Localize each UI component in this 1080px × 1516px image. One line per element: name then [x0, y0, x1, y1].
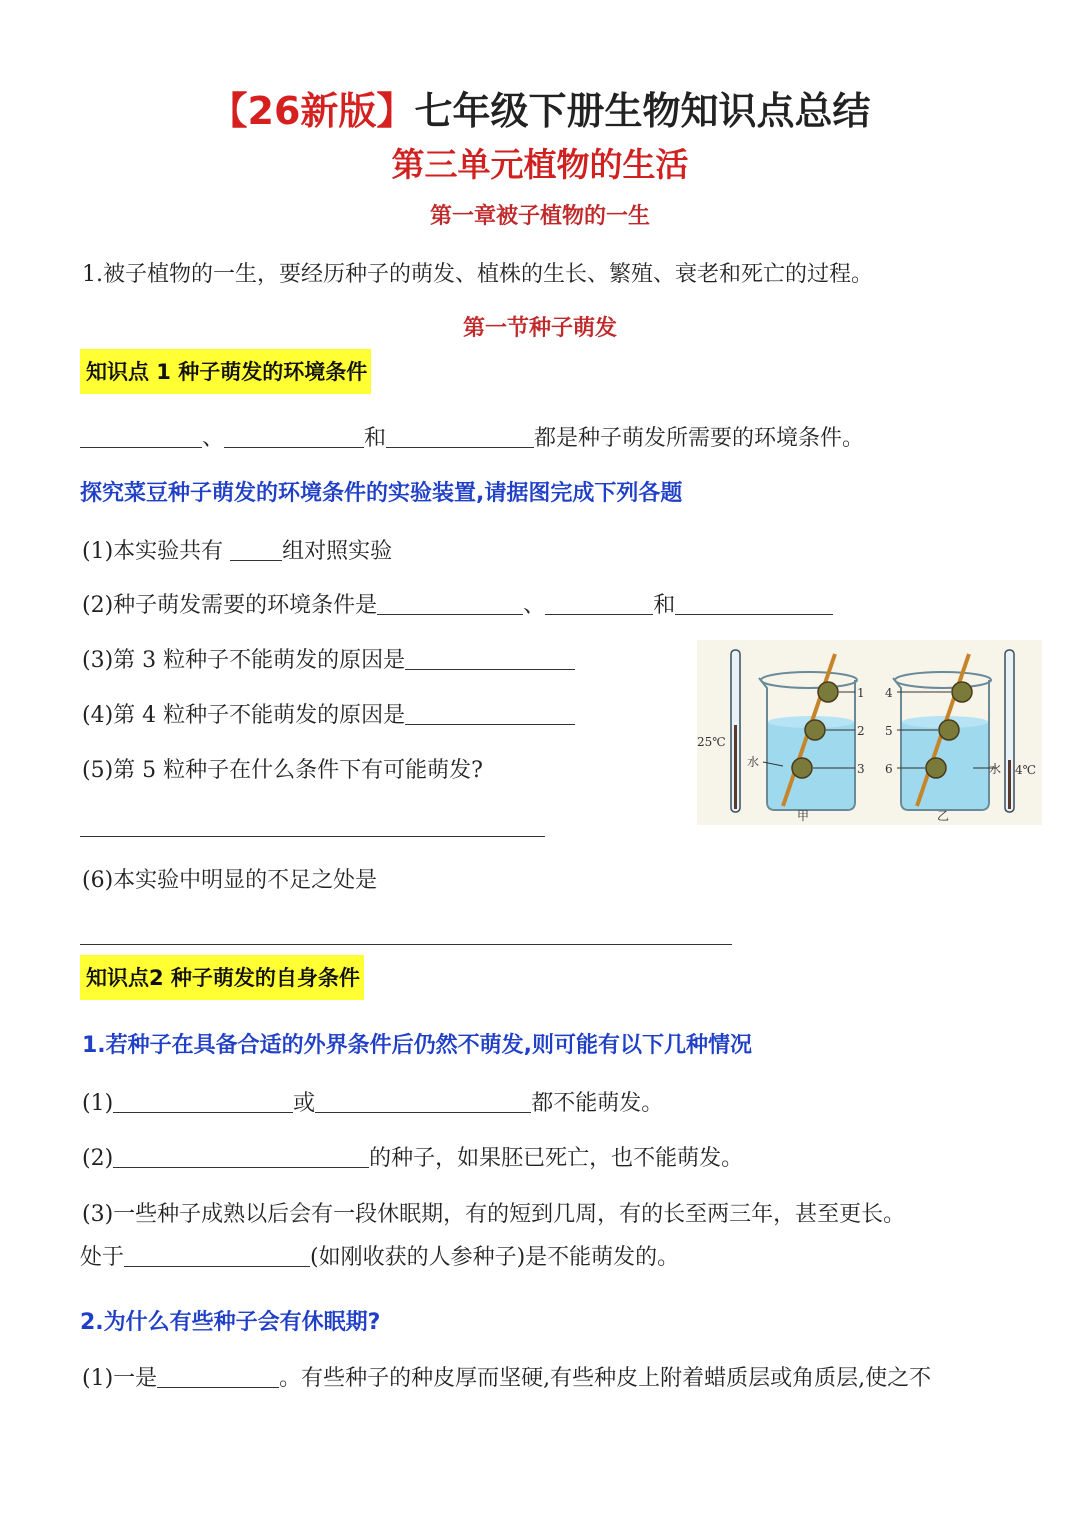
experiment-figure — [697, 640, 1042, 825]
i2-blank[interactable] — [113, 1147, 369, 1168]
seed-label-2: 2 — [857, 724, 865, 738]
kp2-item-3-line2 — [80, 1246, 679, 1269]
q6-answer-line[interactable] — [80, 944, 732, 945]
seed-label-3: 3 — [857, 762, 865, 776]
beaker-diagram — [697, 640, 1042, 825]
q3-text: (3)第 3 粒种子不能萌发的原因是 — [82, 648, 406, 673]
kp1-sep1: 、 — [202, 426, 225, 451]
q5-answer-line[interactable] — [80, 836, 545, 837]
i1-blank-2[interactable] — [315, 1092, 531, 1113]
kp2-item-2 — [82, 1147, 743, 1170]
question-1 — [82, 540, 392, 563]
i3-blank[interactable] — [124, 1246, 310, 1267]
experiment-title: 探究菜豆种子萌发的环境条件的实验装置,请据图完成下列各题 — [80, 481, 683, 506]
right-water-label: 水 — [989, 762, 1002, 776]
right-beaker-label: 乙 — [937, 809, 950, 823]
question-4 — [82, 704, 575, 727]
left-beaker-label: 甲 — [797, 809, 810, 823]
i2-tail: 的种子，如果胚已死亡，也不能萌发。 — [369, 1146, 744, 1171]
q2-blank-1[interactable] — [377, 594, 523, 615]
kp2-heading-2: 2.为什么有些种子会有休眠期? — [80, 1310, 381, 1335]
i3-tail: (如刚收获的人参种子)是不能萌发的。 — [310, 1245, 680, 1270]
question-2 — [82, 594, 833, 617]
i1-blank-1[interactable] — [113, 1092, 293, 1113]
question-5: (5)第 5 粒种子在什么条件下有可能萌发? — [82, 758, 483, 783]
left-temperature-label: 25℃ — [697, 735, 726, 749]
kp1-fill-tail: 都是种子萌发所需要的环境条件。 — [534, 426, 865, 451]
q4-blank[interactable] — [405, 704, 575, 725]
question-3 — [82, 649, 575, 672]
q2-text: (2)种子萌发需要的环境条件是 — [82, 593, 378, 618]
i2-prefix: (2) — [82, 1146, 114, 1171]
i1-tail: 都不能萌发。 — [531, 1091, 664, 1116]
q2-and: 和 — [653, 593, 676, 618]
seed-label-6: 6 — [885, 762, 893, 776]
q3-blank[interactable] — [405, 649, 575, 670]
seed-label-1: 1 — [857, 686, 865, 700]
right-temperature-label: 4℃ — [1015, 763, 1037, 777]
j1-prefix: (1)一是 — [82, 1366, 158, 1391]
kp1-blank-1[interactable] — [80, 427, 202, 448]
section-title: 第一节种子萌发 — [462, 316, 617, 341]
kp1-blank-2[interactable] — [224, 427, 364, 448]
seed-label-4: 4 — [885, 686, 893, 700]
q1-tail: 组对照实验 — [282, 539, 393, 564]
intro-text: 1.被子植物的一生，要经历种子的萌发、植株的生长、繁殖、衰老和死亡的过程。 — [82, 262, 873, 287]
page-title — [0, 89, 1080, 133]
unit-title: 第三单元植物的生活 — [391, 145, 689, 184]
q2-blank-2[interactable] — [545, 594, 653, 615]
j1-tail: 。有些种子的种皮厚而坚硬,有些种皮上附着蜡质层或角质层,使之不 — [279, 1366, 932, 1391]
i1-prefix: (1) — [82, 1091, 114, 1116]
q2-blank-3[interactable] — [675, 594, 833, 615]
q4-text: (4)第 4 粒种子不能萌发的原因是 — [82, 703, 406, 728]
kp1-fill-line — [80, 427, 864, 450]
q1-blank[interactable] — [230, 540, 282, 561]
kp1-sep2: 和 — [364, 426, 387, 451]
beaker-left-icon — [759, 654, 857, 810]
kp2-item-1 — [82, 1092, 663, 1115]
j1-blank[interactable] — [157, 1367, 279, 1388]
i3-prefix: 处于 — [80, 1245, 125, 1270]
question-6: (6)本实验中明显的不足之处是 — [82, 868, 378, 893]
chapter-title: 第一章被子植物的一生 — [429, 204, 650, 229]
i1-or: 或 — [293, 1091, 316, 1116]
kp2-label: 知识点2 种子萌发的自身条件 — [80, 955, 364, 1000]
title-main: 七年级下册生物知识点总结 — [414, 89, 871, 133]
kp2-heading-1: 1.若种子在具备合适的外界条件后仍然不萌发,则可能有以下几种情况 — [82, 1033, 753, 1058]
kp2-item-j1 — [82, 1367, 931, 1390]
kp2-item-3-line1: (3)一些种子成熟以后会有一段休眠期，有的短到几周，有的长至两三年，甚至更长。 — [82, 1202, 906, 1227]
q2-sep: 、 — [523, 593, 546, 618]
q1-text: (1)本实验共有 — [82, 539, 231, 564]
seed-label-5: 5 — [885, 724, 893, 738]
kp1-blank-3[interactable] — [386, 427, 534, 448]
left-water-label: 水 — [747, 755, 760, 769]
kp1-label: 知识点 1 种子萌发的环境条件 — [80, 349, 371, 394]
beaker-right-icon — [893, 654, 997, 810]
edition-tag: 【26新版】 — [209, 89, 415, 133]
